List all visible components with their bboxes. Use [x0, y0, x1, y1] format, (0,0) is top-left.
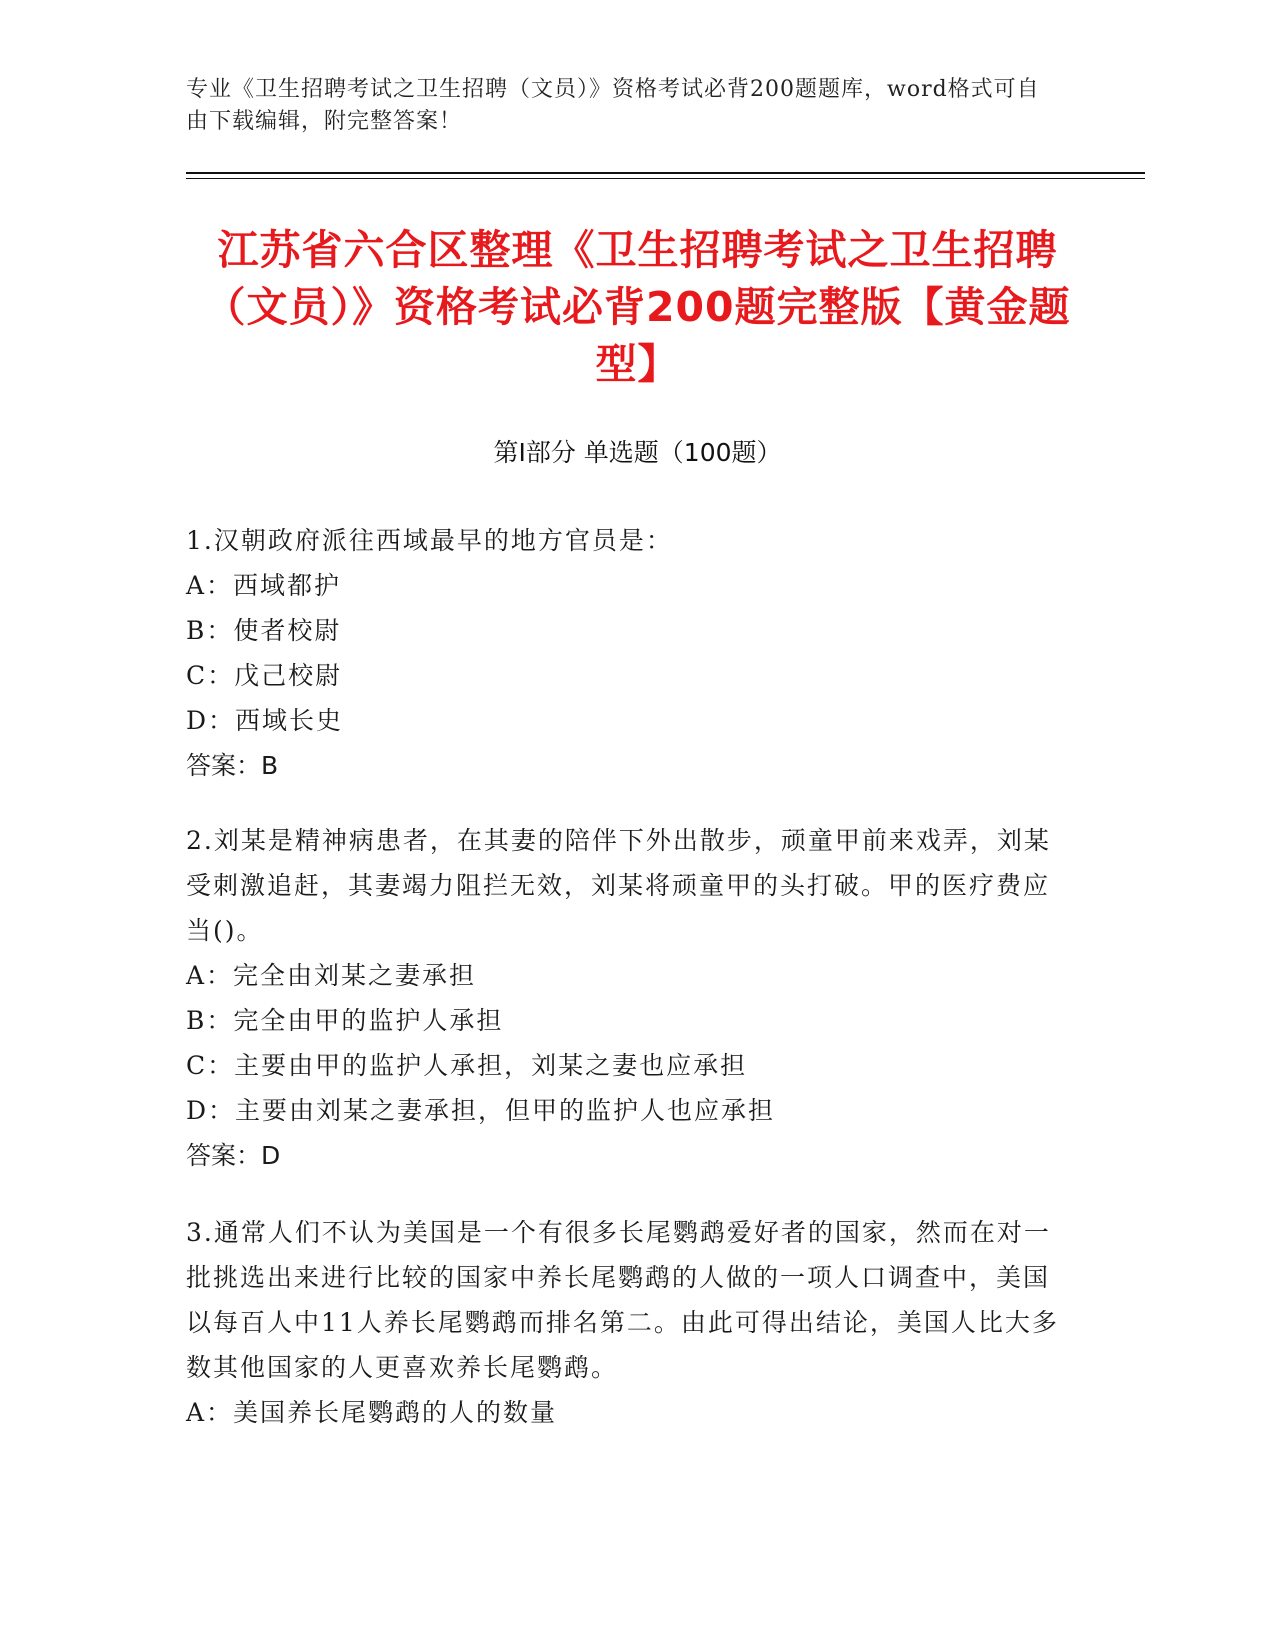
option-d: D：西域长史 — [186, 706, 344, 735]
answer: 答案：B — [186, 751, 279, 780]
option-b: B：使者校尉 — [186, 616, 342, 645]
option-c: C：主要由甲的监护人承担，刘某之妻也应承担 — [186, 1051, 748, 1080]
header-divider-thin — [186, 178, 1145, 179]
option-b: B：完全由甲的监护人承担 — [186, 1006, 504, 1035]
answer: 答案：D — [186, 1141, 281, 1170]
header-divider-thick — [186, 172, 1145, 174]
option-a: A：完全由刘某之妻承担 — [186, 961, 477, 990]
option-a: A：美国养长尾鹦鹉的人的数量 — [186, 1398, 558, 1427]
question-stem: 1.汉朝政府派往西域最早的地方官员是： — [186, 526, 673, 555]
question-3 — [186, 1210, 1066, 1435]
document-title: 江苏省六合区整理《卫生招聘考试之卫生招聘（文员）》资格考试必背200题完整版【黄金题型】 — [204, 226, 1071, 388]
question-stem: 2.刘某是精神病患者，在其妻的陪伴下外出散步，顽童甲前来戏弄，刘某受刺激追赶，其妻竭力阻拦无效，刘某将顽童甲的头打破。甲的医疗费应当()。 — [186, 826, 1051, 945]
question-1 — [186, 518, 1066, 788]
option-a: A：西域都护 — [186, 571, 342, 600]
section-heading: 第Ⅰ部分 单选题（100题） — [493, 438, 782, 467]
question-stem: 3.通常人们不认为美国是一个有很多长尾鹦鹉爱好者的国家，然而在对一批挑选出来进行比较的国家中养长尾鹦鹉的人做的一项人口调查中，美国以每百人中11人养长尾鹦鹉而排名第二。由此可得出结论，美国人比大多数其他国家的人更喜欢养长尾鹦鹉。 — [186, 1218, 1059, 1382]
option-c: C：戊己校尉 — [186, 661, 343, 690]
option-d: D：主要由刘某之妻承担，但甲的监护人也应承担 — [186, 1096, 776, 1125]
question-2 — [186, 818, 1066, 1178]
header-note: 专业《卫生招聘考试之卫生招聘（文员）》资格考试必背200题题库，word格式可自由下载编辑，附完整答案！ — [186, 77, 1040, 134]
